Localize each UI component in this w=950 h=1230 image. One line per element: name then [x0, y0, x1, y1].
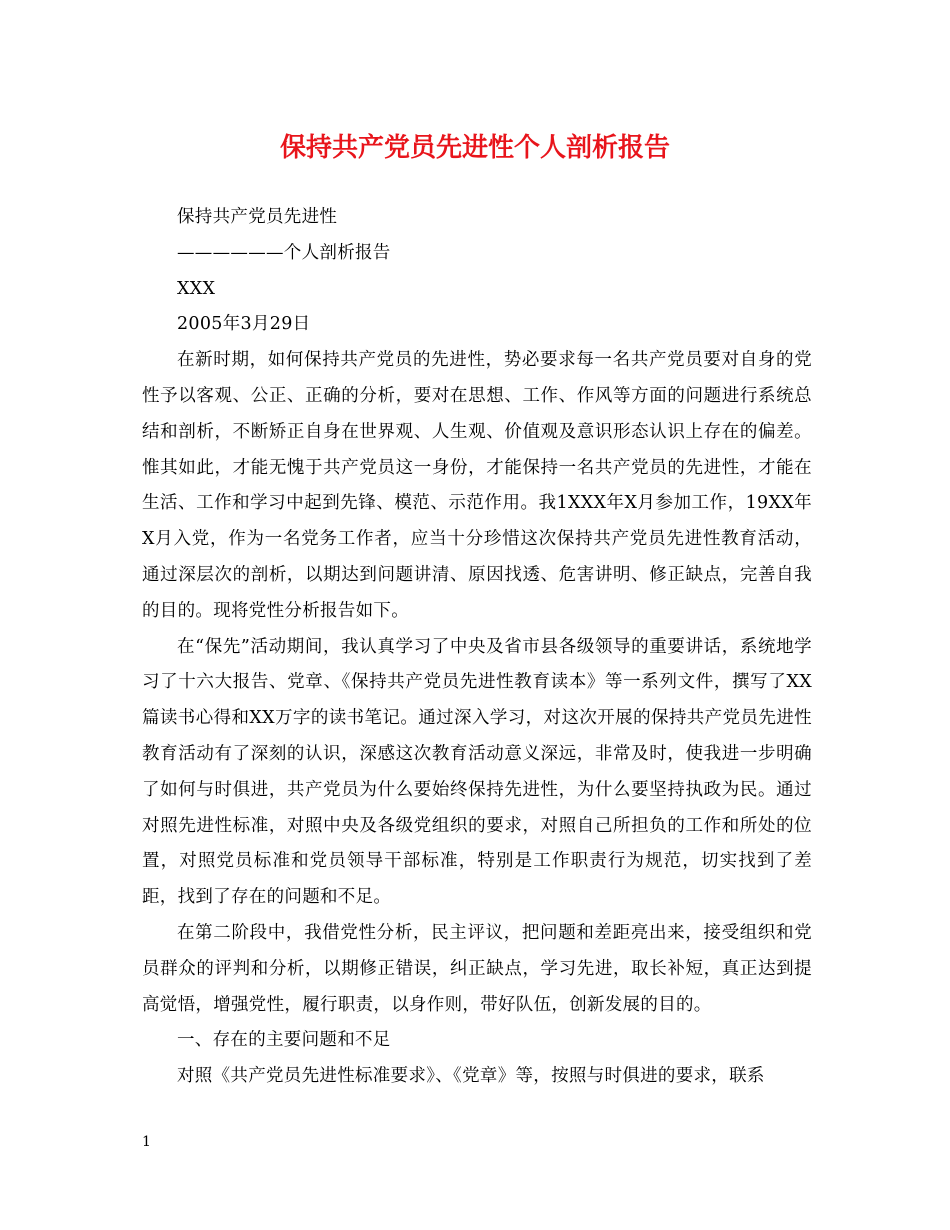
page-number: 1 [142, 1134, 151, 1150]
date-line: 2005年3月29日 [177, 314, 311, 335]
body-paragraph: 在“保先”活动期间，我认真学习了中央及省市县各级领导的重要讲话，系统地学习了十六大报告、党章、《保持共产党员先进性教育读本》等一系列文件，撰写了XX篇读书心得和XX万字的读书笔记。通过深入学习，对这次开展的保持共产党员先进性教育活动有了深刻的认识，深感这次教育活动意义深远，非常及时，使我进一步明确了如何与时俱进，共产党员为什么要始终保持先进性，为什么要坚持执政为民。通过对照先进性标准，对照中央及各级党组织的要求，对照自己所担负的工作和所处的位置，对照党员标准和党员领导干部标准，特别是工作职责行为规范，切实找到了差距，找到了存在的问题和不足。 [142, 636, 812, 908]
subtitle-line: 保持共产党员先进性 [177, 207, 338, 227]
document-title: 保持共产党员先进性个人剖析报告 [279, 133, 670, 163]
body-paragraph: 在第二阶段中，我借党性分析，民主评议，把问题和差距亮出来，接受组织和党员群众的评判和分析，以期修正错误，纠正缺点，学习先进，取长补短，真正达到提高觉悟，增强党性，履行职责，以身作则，带好队伍，创新发展的目的。 [142, 922, 812, 1015]
section-heading: 一、存在的主要问题和不足 [177, 1030, 391, 1051]
author-line: XXX [177, 278, 216, 299]
body-paragraph: 对照《共产党员先进性标准要求》、《党章》等，按照与时俱进的要求，联系 [177, 1066, 765, 1087]
subtitle-dash-line: ——————个人剖析报告 [177, 242, 391, 263]
document-body [142, 200, 812, 1095]
body-paragraph: 在新时期，如何保持共产党员的先进性，势必要求每一名共产党员要对自身的党性予以客观、公正、正确的分析，要对在思想、工作、作风等方面的问题进行系统总结和剖析，不断矫正自身在世界观、人生观、价值观及意识形态认识上存在的偏差。惟其如此，才能无愧于共产党员这一身份，才能保持一名共产党员的先进性，才能在生活、工作和学习中起到先锋、模范、示范作用。我1XXX年X月参加工作，19XX年X月入党，作为一名党务工作者，应当十分珍惜这次保持共产党员先进性教育活动，通过深层次的剖析，以期达到问题讲清、原因找透、危害讲明、修正缺点，完善自我的目的。现将党性分析报告如下。 [142, 350, 812, 621]
